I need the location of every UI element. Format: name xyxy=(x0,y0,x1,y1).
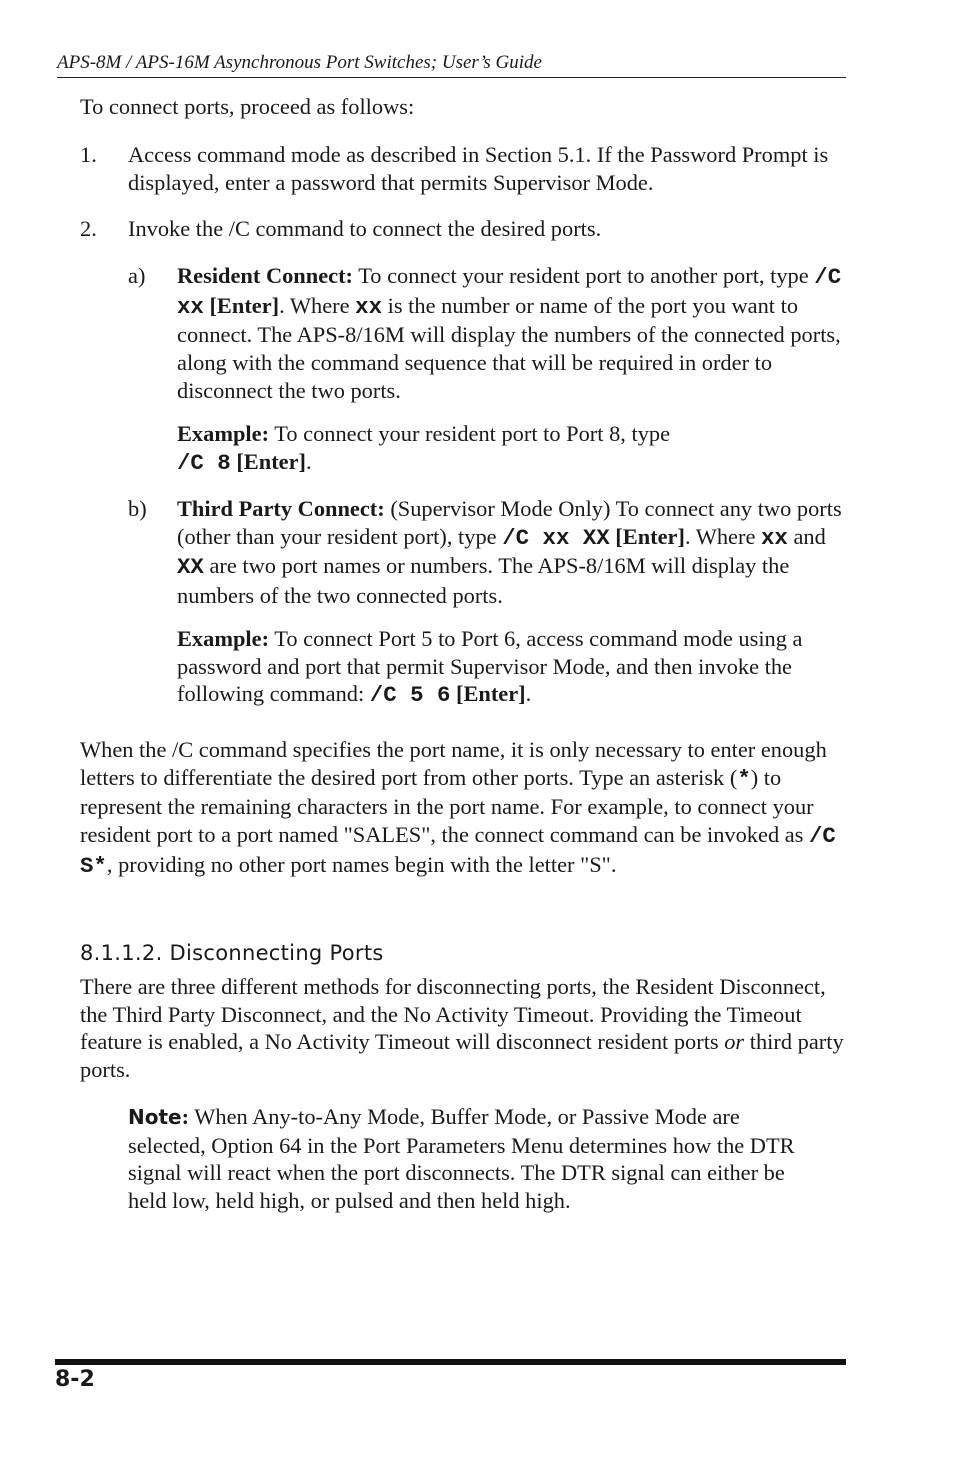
step-number: 2. xyxy=(80,216,97,241)
enter-key: [Enter] xyxy=(230,448,306,474)
text-run: To connect Port 5 to Port 6, access command mode using a password and port that permit Supervisor Mode, and then invoke the following command: xyxy=(177,626,803,707)
footer-rule xyxy=(55,1359,846,1365)
command-code: /C 5 6 xyxy=(369,682,451,709)
note-label: Note xyxy=(128,1105,182,1129)
text-run: . Where xyxy=(279,292,356,318)
text-run: (Supervisor Mode Only) To connect any two ports (other than your resident port), type xyxy=(177,496,842,549)
resident-connect-paragraph xyxy=(177,262,842,405)
port-name-paragraph xyxy=(80,736,852,881)
section-heading: 8.1.1.2. Disconnecting Ports xyxy=(80,941,384,965)
command-code: /C 8 xyxy=(177,449,231,476)
text-run: . Where xyxy=(684,523,761,549)
command-code: /C xx XX xyxy=(502,524,610,551)
enter-key: [Enter] xyxy=(450,681,526,707)
text-run: When the /C command specifies the port name, it is only necessary to enter enough letters to differentiate the desired port from other ports. Type an asterisk ( xyxy=(80,737,827,790)
text-run: is the number or name of the port you want to connect. The APS-8/16M will display the numbers of the connected ports, along with the command sequence that will be required in order to disconnect the two ports. xyxy=(177,292,841,403)
text-run: third party ports. xyxy=(80,1029,844,1083)
emphasis: or xyxy=(724,1029,745,1055)
third-party-connect-paragraph xyxy=(177,495,842,610)
step-text: Access command mode as described in Section 5.1. If the Password Prompt is displayed, enter a password that permits Supervisor Mode. xyxy=(128,142,829,195)
step-number: 1. xyxy=(80,142,97,167)
variable-code: xx xyxy=(355,293,383,320)
text-run: There are three different methods for disconnecting ports, the Resident Disconnect, the Third Party Disconnect, and the No Activity Timeout. Providing the Timeout feature is enabled, a No Activity Timeout will disconnect resident ports xyxy=(80,974,826,1055)
text-run: When Any-to-Any Mode, Buffer Mode, or Passive Mode are selected, Option 64 in the Port Parameters Menu determines how the DTR signal will react when the port disconnects. The DTR signal can either be held low, held high, or pulsed and then held high. xyxy=(128,1104,795,1214)
text-run: are two port names or numbers. The APS-8/16M will display the numbers of the two connected ports. xyxy=(177,553,790,609)
substep-label: b) xyxy=(128,496,147,521)
running-header: APS-8M / APS-16M Asynchronous Port Switches; User’s Guide xyxy=(57,52,846,78)
text-run: . xyxy=(305,448,312,474)
variable-code: xx xyxy=(761,524,788,551)
enter-key: [Enter] xyxy=(203,292,280,318)
resident-connect-title: Resident Connect: xyxy=(177,263,353,288)
command-code: /C xx xyxy=(177,264,842,320)
text-run: To connect your resident port to Port 8, type xyxy=(269,421,671,446)
substep-label: a) xyxy=(128,263,146,288)
enter-key: [Enter] xyxy=(609,523,685,549)
example-label: Example: xyxy=(177,421,270,446)
resident-connect-example xyxy=(177,420,842,477)
note-colon: : xyxy=(181,1104,190,1129)
asterisk-code: * xyxy=(737,765,751,792)
variable-code: XX xyxy=(177,554,204,581)
third-party-connect-example xyxy=(177,625,842,710)
text-run: . xyxy=(525,681,532,707)
text-run: , providing no other port names begin with the letter "S". xyxy=(106,851,617,877)
command-code: /C S* xyxy=(80,823,836,879)
text-run: ) to represent the remaining characters in the port name. For example, to connect your resident port to a port named "SALES", the connect command can be invoked as xyxy=(80,764,814,848)
disconnect-paragraph xyxy=(80,973,852,1084)
note-paragraph xyxy=(128,1103,818,1215)
step-text: Invoke the /C command to connect the desired ports. xyxy=(128,216,602,241)
page-number: 8-2 xyxy=(55,1367,95,1392)
example-label: Example: xyxy=(177,626,270,651)
intro-text: To connect ports, proceed as follows: xyxy=(80,94,415,119)
text-run: To connect your resident port to another port, type xyxy=(353,263,815,288)
third-party-connect-title: Third Party Connect: xyxy=(177,496,385,521)
text-run: and xyxy=(787,523,826,549)
